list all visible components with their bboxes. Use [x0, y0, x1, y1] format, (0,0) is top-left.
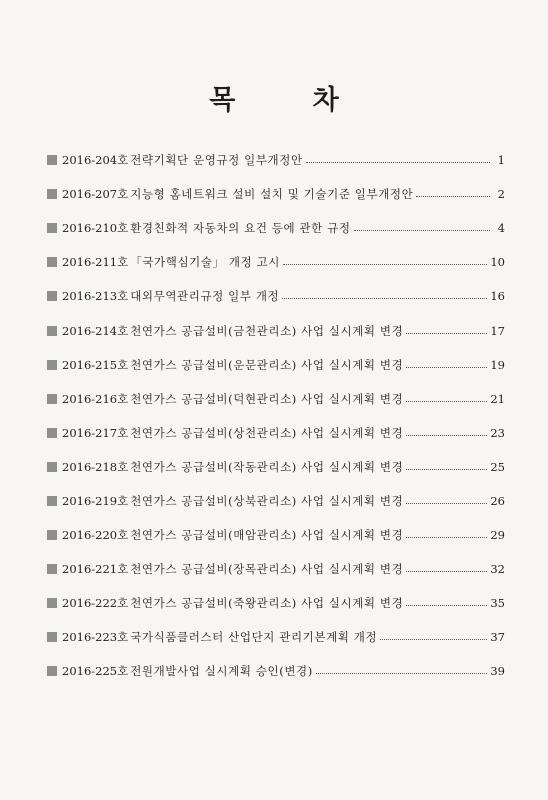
notice-number: 2016-210호: [62, 221, 129, 236]
toc-entry[interactable]: [47, 518, 505, 552]
notice-number: 2016-216호: [62, 391, 129, 406]
entry-title: 천연가스 공급설비(상천관리소) 사업 실시계획 변경: [130, 425, 404, 440]
toc-entry[interactable]: [47, 654, 505, 688]
dot-leader: [406, 366, 487, 368]
notice-number: 2016-207호: [62, 187, 129, 202]
page-number: 2: [497, 187, 505, 202]
square-bullet-icon: [47, 666, 57, 676]
square-bullet-icon: [47, 462, 57, 472]
notice-number: 2016-222호: [62, 596, 129, 611]
notice-number: 2016-221호: [62, 562, 129, 577]
dot-leader: [306, 161, 490, 163]
entry-title: 지능형 홈네트워크 설비 설치 및 기술기준 일부개정안: [130, 187, 414, 202]
notice-number: 2016-214호: [62, 323, 129, 338]
entry-title: 환경친화적 자동차의 요건 등에 관한 규정: [130, 221, 351, 236]
entry-title: 천연가스 공급설비(작동관리소) 사업 실시계획 변경: [130, 459, 404, 474]
entry-title: 전략기획단 운영규정 일부개정안: [130, 153, 303, 168]
square-bullet-icon: [47, 428, 57, 438]
square-bullet-icon: [47, 257, 57, 267]
dot-leader: [406, 502, 487, 504]
square-bullet-icon: [47, 189, 57, 199]
square-bullet-icon: [47, 360, 57, 370]
page-number: 35: [490, 596, 505, 611]
dot-leader: [406, 400, 487, 402]
toc-entry[interactable]: [47, 348, 505, 382]
entry-title: 전원개발사업 실시계획 승인(변경): [130, 664, 313, 679]
notice-number: 2016-223호: [62, 630, 129, 645]
page-number: 17: [490, 323, 505, 338]
square-bullet-icon: [47, 326, 57, 336]
page-number: 39: [490, 664, 505, 679]
entry-title: 천연가스 공급설비(죽왕관리소) 사업 실시계획 변경: [130, 596, 404, 611]
toc-entry[interactable]: [47, 586, 505, 620]
notice-number: 2016-219호: [62, 493, 129, 508]
entry-title: 국가식품클러스터 산업단지 관리기본계획 개정: [130, 630, 378, 645]
page-number: 23: [490, 425, 505, 440]
toc-entry[interactable]: [47, 245, 505, 279]
notice-number: 2016-204호: [62, 153, 129, 168]
toc-entry[interactable]: [47, 450, 505, 484]
page-number: 16: [490, 289, 505, 304]
toc-entry[interactable]: [47, 484, 505, 518]
entry-title: 천연가스 공급설비(운문관리소) 사업 실시계획 변경: [130, 357, 404, 372]
dot-leader: [406, 570, 487, 572]
toc-entry[interactable]: [47, 416, 505, 450]
square-bullet-icon: [47, 598, 57, 608]
page-number: 37: [490, 630, 505, 645]
notice-number: 2016-213호: [62, 289, 129, 304]
toc-entry[interactable]: [47, 211, 505, 245]
square-bullet-icon: [47, 564, 57, 574]
dot-leader: [406, 468, 487, 470]
toc-entry[interactable]: [47, 177, 505, 211]
dot-leader: [380, 638, 487, 640]
square-bullet-icon: [47, 291, 57, 301]
entry-title: 천연가스 공급설비(상북관리소) 사업 실시계획 변경: [130, 493, 404, 508]
square-bullet-icon: [47, 155, 57, 165]
toc-entry[interactable]: [47, 143, 505, 177]
entry-title: 천연가스 공급설비(매암관리소) 사업 실시계획 변경: [130, 528, 404, 543]
square-bullet-icon: [47, 632, 57, 642]
notice-number: 2016-225호: [62, 664, 129, 679]
page-number: 29: [490, 528, 505, 543]
dot-leader: [316, 672, 488, 674]
dot-leader: [406, 434, 487, 436]
notice-number: 2016-218호: [62, 459, 129, 474]
toc-entry[interactable]: [47, 279, 505, 313]
dot-leader: [406, 332, 487, 334]
square-bullet-icon: [47, 394, 57, 404]
page-number: 4: [497, 221, 505, 236]
entry-title: 천연가스 공급설비(장목관리소) 사업 실시계획 변경: [130, 562, 404, 577]
page-title: 목 차: [209, 85, 373, 116]
dot-leader: [406, 604, 487, 606]
page-number: 26: [490, 493, 505, 508]
notice-number: 2016-217호: [62, 425, 129, 440]
entry-title: 대외무역관리규정 일부 개정: [130, 289, 280, 304]
page-number: 32: [490, 562, 505, 577]
toc-entry[interactable]: [47, 552, 505, 586]
entry-title: 천연가스 공급설비(덕현관리소) 사업 실시계획 변경: [130, 391, 404, 406]
entry-title: 「국가핵심기술」 개정 고시: [130, 255, 281, 270]
page-number: 21: [490, 391, 505, 406]
page-number: 10: [490, 255, 505, 270]
square-bullet-icon: [47, 496, 57, 506]
toc-entry[interactable]: [47, 313, 505, 347]
entry-title: 천연가스 공급설비(금천관리소) 사업 실시계획 변경: [130, 323, 404, 338]
dot-leader: [416, 195, 490, 197]
toc-entry[interactable]: [47, 382, 505, 416]
square-bullet-icon: [47, 223, 57, 233]
dot-leader: [406, 536, 487, 538]
square-bullet-icon: [47, 530, 57, 540]
page-number: 25: [490, 459, 505, 474]
table-of-contents: [47, 143, 505, 689]
page-number: 19: [490, 357, 505, 372]
page-number: 1: [497, 153, 505, 168]
notice-number: 2016-211호: [62, 255, 129, 270]
notice-number: 2016-215호: [62, 357, 129, 372]
notice-number: 2016-220호: [62, 528, 129, 543]
dot-leader: [354, 229, 490, 231]
toc-entry[interactable]: [47, 620, 505, 654]
dot-leader: [283, 263, 487, 265]
dot-leader: [282, 297, 487, 299]
